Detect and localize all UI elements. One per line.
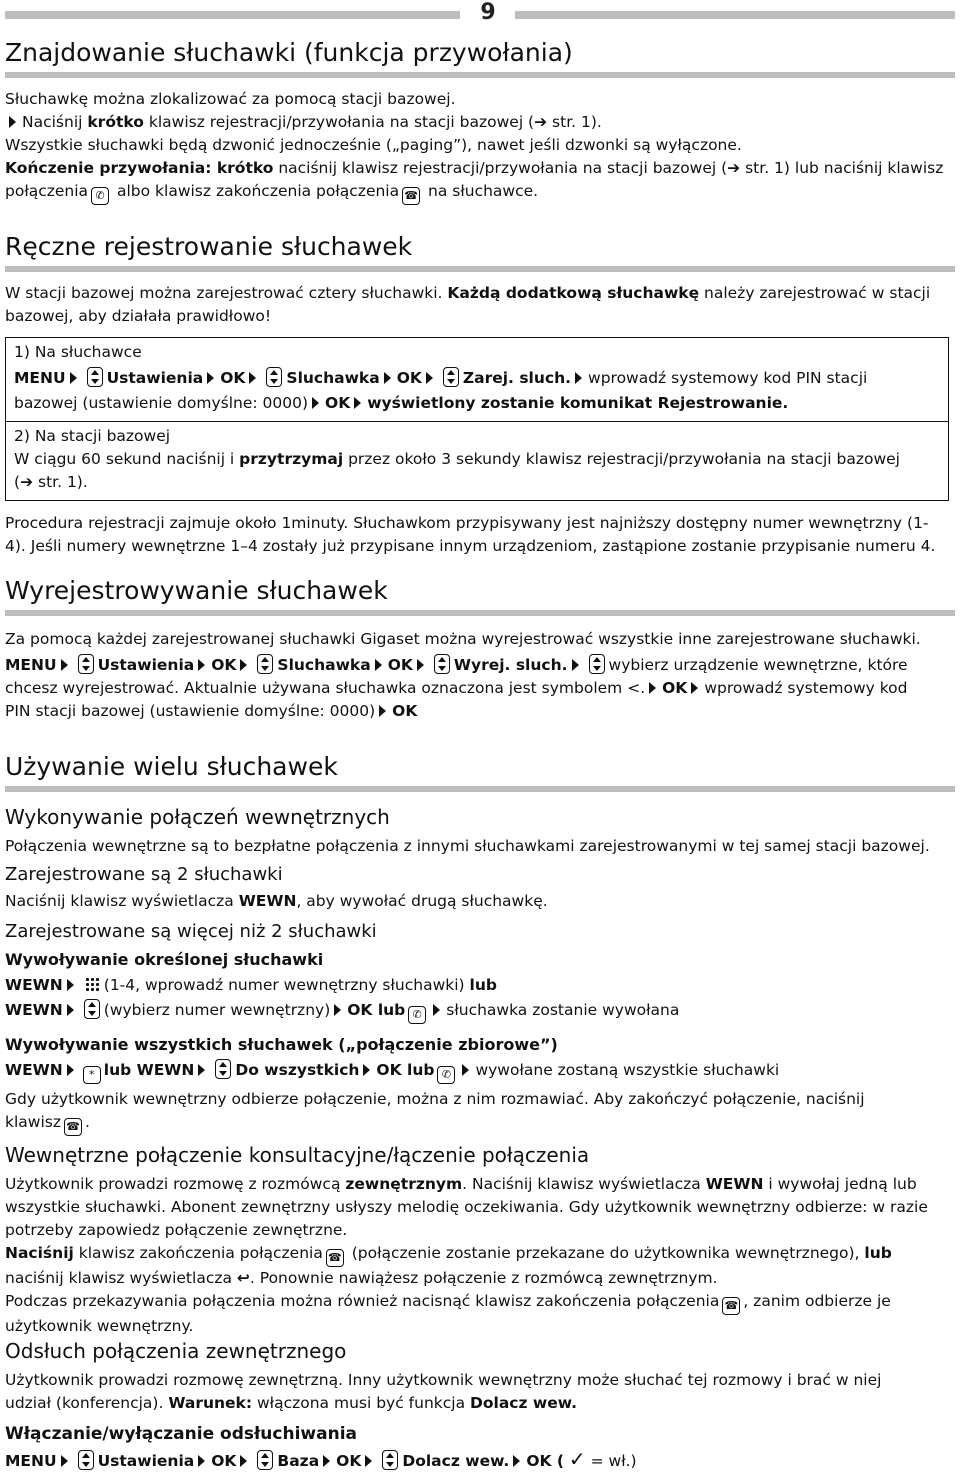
subsection-title: Zarejestrowane są 2 słuchawki (5, 864, 283, 885)
paragraph (5, 282, 955, 305)
step-arrow-icon (312, 397, 319, 409)
reference-arrow-icon: ➔ (20, 473, 34, 491)
text-run: MENU (5, 656, 57, 674)
menu-path (14, 392, 940, 415)
subsection-title: Wykonywanie połączeń wewnętrznych (5, 805, 390, 829)
text-run: PIN stacji bazowej (ustawienie domyślne: 0000) (5, 702, 376, 720)
text-run: WEWN (238, 892, 297, 910)
text-run: W stacji bazowej można zarejestrować cztery słuchawki. (5, 284, 448, 302)
step-arrow-icon (417, 659, 424, 671)
step-arrow-icon (67, 1064, 74, 1076)
text-run: (połączenie zostanie przekazane do użytkownika wewnętrznego), (346, 1244, 865, 1262)
text-run: str. 1). (547, 113, 602, 131)
step-arrow-icon (61, 659, 68, 671)
text-run: (1-4, wprowadź numer wewnętrzny słuchawki) (103, 976, 470, 994)
title-rule (5, 266, 955, 272)
text-run: bazowej (ustawienie domyślne: 0000) (14, 394, 309, 412)
text-run: Dolacz wew. (402, 1452, 510, 1470)
subsection-title: Zarejestrowane są więcej niż 2 słuchawki (5, 921, 377, 942)
text-run: Naciśnij (5, 1244, 74, 1262)
text-run: . Naciśnij klawisz wyświetlacza (462, 1175, 706, 1193)
star-key-icon: * (83, 1066, 101, 1084)
text-run: lub (469, 976, 497, 994)
step-arrow-icon (363, 1064, 370, 1076)
text-run: przytrzymaj (239, 450, 344, 468)
text-run: wywołane zostaną wszystkie słuchawki (475, 1061, 780, 1079)
text-run: na słuchawce. (423, 182, 539, 200)
navigation-key-icon (78, 654, 94, 674)
paragraph: klawisz ☎ . (5, 1111, 955, 1136)
section-registration (5, 232, 955, 328)
step-arrow-icon (67, 979, 74, 991)
navigation-key-icon (78, 1450, 94, 1470)
text-run: OK (662, 679, 688, 697)
subsection-title: Odsłuch połączenia zewnętrznego (5, 1339, 347, 1363)
box-heading: 2) Na stacji bazowej (14, 427, 171, 445)
text-run: należy zarejestrować w stacji (699, 284, 931, 302)
text-run: OK (211, 1452, 237, 1470)
menu-path (5, 1448, 955, 1473)
text-run: , zanim odbierze je (743, 1292, 891, 1310)
call-key-icon: ✆ (408, 1006, 426, 1024)
text-run: MENU (14, 369, 66, 387)
call-key-icon: ✆ (91, 187, 109, 205)
step-arrow-icon (70, 372, 77, 384)
text-run: krótko (87, 113, 144, 131)
navigation-key-icon (589, 654, 605, 674)
menu-path (5, 654, 955, 677)
text-run: , aby wywołać drugą słuchawkę. (296, 892, 548, 910)
step-arrow-icon (9, 116, 16, 128)
paragraph: Za pomocą każdej zarejestrowanej słuchawki Gigaset można wyrejestrować wszystkie inne zarejestrowane słuchawki. (5, 630, 921, 648)
text-run: Naciśnij (22, 113, 88, 131)
paragraph: potrzeby zapowiedz połączenie zewnętrzne. (5, 1221, 348, 1239)
text-run: Sluchawka (286, 369, 380, 387)
paragraph (5, 1267, 955, 1290)
navigation-key-icon (215, 1059, 231, 1079)
heading-specific-call: Wywoływanie określonej słuchawki (5, 950, 324, 969)
text-run: Ustawienia (106, 369, 204, 387)
text-run: wybierz urządzenie wewnętrzne, które (608, 656, 908, 674)
subsection-title: Włączanie/wyłączanie odsłuchiwania (5, 1424, 357, 1444)
text-run: i wywołaj jedną lub (763, 1175, 917, 1193)
header-rule-left (5, 11, 460, 19)
text-run: Wyrej. sluch. (453, 656, 568, 674)
title-rule (5, 610, 955, 616)
navigation-key-icon (443, 367, 459, 387)
navigation-key-icon (257, 654, 273, 674)
step-arrow-icon (649, 682, 656, 694)
step-arrow-icon (375, 659, 382, 671)
step-arrow-icon (240, 659, 247, 671)
paragraph: użytkownik wewnętrzny. (5, 1317, 194, 1335)
handset-steps (6, 338, 948, 421)
text-run: lub (864, 1244, 892, 1262)
text-run: słuchawka zostanie wywołana (446, 1001, 680, 1019)
text-run: WEWN (5, 1001, 63, 1019)
text-run: = wł.) (585, 1452, 637, 1470)
text-run: Dolacz wew. (470, 1394, 577, 1412)
text-run: wprowadź systemowy kod PIN stacji (588, 369, 868, 387)
section-title: Wyrejestrowywanie słuchawek (5, 576, 388, 605)
end-call-key-icon: ☎ (326, 1249, 344, 1267)
text-run: MENU (5, 1452, 57, 1470)
text-run: Każdą dodatkową słuchawkę (447, 284, 700, 302)
text-run: albo klawisz zakończenia połączenia (112, 182, 400, 200)
step-arrow-icon (240, 1455, 247, 1467)
text-run: OK lub (376, 1061, 435, 1079)
text-run: lub WEWN (103, 1061, 195, 1079)
text-run: Do wszystkich (235, 1061, 360, 1079)
paragraph: Użytkownik prowadzi rozmowę zewnętrzną. Inny użytkownik wewnętrzny może słuchać tej rozmowy i brać w niej (5, 1371, 882, 1389)
header-bar (5, 0, 955, 25)
text-run: udział (konferencja). (5, 1394, 169, 1412)
text-run: włączona musi być funkcja (252, 1394, 471, 1412)
end-call-key-icon: ☎ (64, 1118, 82, 1136)
paragraph (14, 448, 940, 471)
text-run: Ustawienia (97, 1452, 195, 1470)
paragraph: 4). Jeśli numery wewnętrzne 1–4 zostały już przypisane innym urządzeniom, zastąpione zostanie przypisanie numeru 4. (5, 537, 936, 555)
step-arrow-icon (198, 1064, 205, 1076)
step-arrow-icon (198, 1455, 205, 1467)
paragraph: Połączenia wewnętrzne są to bezpłatne połączenia z innymi słuchawkami zarejestrowanymi w tej samej stacji bazowej. (5, 837, 930, 855)
menu-path (5, 999, 955, 1024)
step-arrow-icon (462, 1064, 469, 1076)
text-run: W ciągu 60 sekund naciśnij i (14, 450, 240, 468)
text-run: naciśnij klawisz rejestracji/przywołania na stacji bazowej ( (273, 159, 728, 177)
text-run: OK (325, 394, 351, 412)
text-run: . Ponownie nawiążesz połączenie z rozmówcą zewnętrznym. (249, 1269, 718, 1287)
navigation-key-icon (434, 654, 450, 674)
step-arrow-icon (61, 1455, 68, 1467)
end-call-key-icon: ☎ (722, 1297, 740, 1315)
paragraph: Procedura rejestracji zajmuje około 1minuty. Słuchawkom przypisywany jest najniższy dostępny numer wewnętrzny (1- (5, 514, 929, 532)
navigation-key-icon (266, 367, 282, 387)
navigation-key-icon (257, 1450, 273, 1470)
registration-notes (5, 512, 955, 558)
section-multiple-handsets (5, 752, 955, 1136)
text-run: klawisz (5, 1113, 61, 1131)
title-rule (5, 786, 955, 792)
section-title: Znajdowanie słuchawki (funkcja przywołania) (5, 38, 573, 67)
text-run: wyświetlony zostanie komunikat Rejestrowanie. (367, 394, 789, 412)
keypad-icon (85, 977, 99, 993)
step-arrow-icon (433, 1004, 440, 1016)
navigation-key-icon (87, 367, 103, 387)
end-call-key-icon: ☎ (402, 187, 420, 205)
paragraph (14, 471, 940, 494)
text-run: klawisz rejestracji/przywołania na stacji bazowej ( (143, 113, 535, 131)
page-number: 9 (480, 0, 496, 25)
paragraph: Gdy użytkownik wewnętrzny odbierze połączenie, można z nim rozmawiać. Aby zakończyć połączenie, naciśnij (5, 1090, 865, 1108)
base-steps (6, 422, 948, 500)
text-run: Użytkownik prowadzi rozmowę z rozmówcą (5, 1175, 346, 1193)
text-run: Kończenie przywołania: krótko (5, 159, 274, 177)
step-arrow-icon (67, 1004, 74, 1016)
step-arrow-icon (354, 397, 361, 409)
navigation-key-icon (84, 999, 100, 1019)
navigation-key-icon (382, 1450, 398, 1470)
text-run: wprowadź systemowy kod (704, 679, 908, 697)
step-arrow-icon (323, 1455, 330, 1467)
step-arrow-icon (249, 372, 256, 384)
text-run: Naciśnij klawisz wyświetlacza (5, 892, 239, 910)
paragraph: Wszystkie słuchawki będą dzwonić jednocześnie („paging”), nawet jeśli dzwonki są wyłączone. (5, 136, 742, 154)
paragraph (5, 890, 955, 913)
section-title: Ręczne rejestrowanie słuchawek (5, 232, 413, 261)
text-run: naciśnij klawisz wyświetlacza (5, 1269, 232, 1287)
subsection-title: Wewnętrzne połączenie konsultacyjne/łączenie połączenia (5, 1143, 590, 1167)
step-arrow-icon (365, 1455, 372, 1467)
registration-steps-box (5, 337, 949, 501)
paragraph (5, 1242, 955, 1267)
section-paging (5, 38, 955, 205)
text-run: ( (14, 473, 21, 491)
back-arrow-icon: ↩ (236, 1269, 250, 1287)
step-arrow-icon (691, 682, 698, 694)
paragraph: wszystkie słuchawki. Abonent zewnętrzny usłyszy melodię oczekiwania. Gdy użytkownik wewnętrzny odbierze: w razie (5, 1198, 928, 1216)
text-run: OK ( (526, 1452, 564, 1470)
section-listen-in (5, 1338, 955, 1473)
checkmark-icon: ✓ (568, 1447, 586, 1471)
paragraph (5, 1290, 955, 1315)
text-run: str. 1). (33, 473, 88, 491)
text-run: WEWN (5, 1061, 63, 1079)
text-run: OK (396, 369, 422, 387)
text-run: klawisz zakończenia połączenia (73, 1244, 323, 1262)
text-run: chcesz wyrejestrować. Aktualnie używana słuchawka oznaczona jest symbolem <. (5, 679, 646, 697)
menu-path (5, 1059, 955, 1084)
step-arrow-icon (384, 372, 391, 384)
text-run: Ustawienia (97, 656, 195, 674)
title-rule (5, 72, 955, 78)
reference-arrow-icon: ➔ (727, 159, 741, 177)
menu-path (14, 367, 940, 390)
step-arrow-icon (513, 1455, 520, 1467)
step-arrow-icon (575, 372, 582, 384)
header-rule-right (515, 11, 955, 19)
box-heading: 1) Na słuchawce (14, 343, 142, 361)
step-arrow-icon (379, 705, 386, 717)
text-run: Sluchawka (277, 656, 371, 674)
text-run: WEWN (705, 1175, 764, 1193)
text-run: przez około 3 sekundy klawisz rejestracji/przywołania na stacji bazowej (343, 450, 900, 468)
reference-arrow-icon: ➔ (534, 113, 548, 131)
text-run: OK (220, 369, 246, 387)
text-run: połączenia (5, 182, 89, 200)
text-run: Zarej. sluch. (462, 369, 572, 387)
text-run: Warunek: (168, 1394, 253, 1412)
paragraph: Słuchawkę można zlokalizować za pomocą stacji bazowej. (5, 90, 456, 108)
step-arrow-icon (207, 372, 214, 384)
call-key-icon: ✆ (437, 1066, 455, 1084)
text-run: Baza (277, 1452, 320, 1470)
paragraph (5, 700, 955, 723)
paragraph (5, 1392, 955, 1415)
section-deregistration (5, 576, 955, 723)
text-run: Podczas przekazywania połączenia można również nacisnąć klawisz zakończenia połączenia (5, 1292, 720, 1310)
step-arrow-icon (426, 372, 433, 384)
text-run: (wybierz numer wewnętrzny) (103, 1001, 331, 1019)
paragraph (5, 1173, 955, 1196)
menu-path (5, 974, 955, 997)
paragraph (5, 180, 955, 205)
text-run: OK lub (347, 1001, 406, 1019)
step-arrow-icon (198, 659, 205, 671)
step-line (5, 111, 955, 134)
step-arrow-icon (572, 659, 579, 671)
heading-group-call: Wywoływanie wszystkich słuchawek („połączenie zbiorowe”) (5, 1035, 558, 1054)
text-run: zewnętrznym (345, 1175, 463, 1193)
text-run: OK (336, 1452, 362, 1470)
step-arrow-icon (334, 1004, 341, 1016)
section-consultation (5, 1142, 955, 1338)
text-run: OK (392, 702, 418, 720)
section-title: Używanie wielu słuchawek (5, 752, 338, 781)
paragraph (5, 157, 955, 180)
text-run: str. 1) lub naciśnij klawisz (740, 159, 944, 177)
text-run: OK (387, 656, 413, 674)
paragraph (5, 677, 955, 700)
text-run: OK (211, 656, 237, 674)
text-run: WEWN (5, 976, 63, 994)
paragraph: bazowej, aby działała prawidłowo! (5, 307, 272, 325)
